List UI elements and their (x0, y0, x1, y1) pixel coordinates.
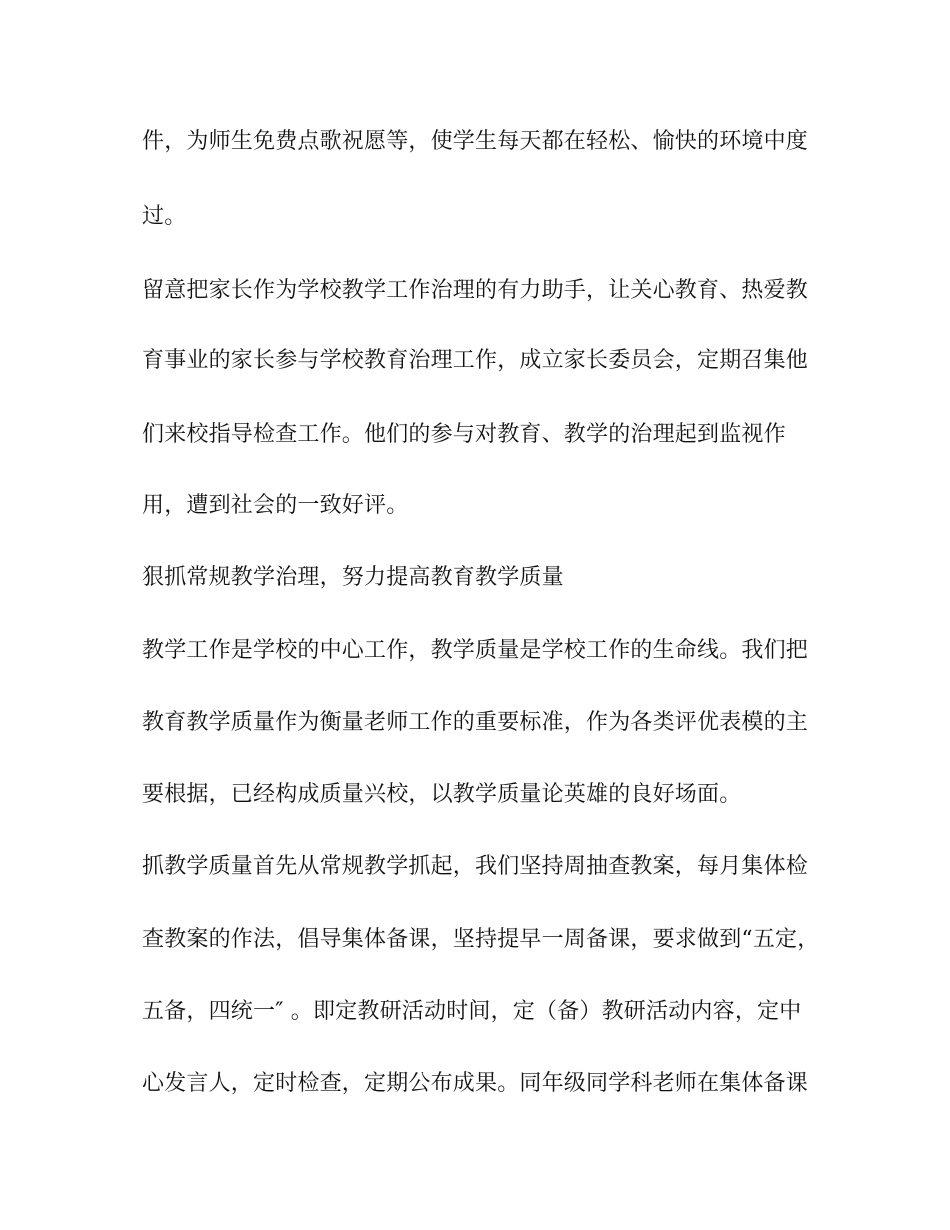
text-line: 抓教学质量首先从常规教学抓起，我们坚持周抽查教案，每月集体检 (142, 854, 809, 879)
text-line: 件，为师生免费点歌祝愿等，使学生每天都在轻松、愉快的环境中度 (142, 129, 809, 154)
text-line: 查教案的作法，倡导集体备课，坚持提早一周备课，要求做到“五定， (142, 927, 820, 952)
text-line: 教育教学质量作为衡量老师工作的重要标准，作为各类评优表模的主 (142, 710, 809, 735)
section-heading: 狠抓常规教学治理，努力提高教育教学质量 (142, 565, 564, 590)
text-line: 教学工作是学校的中心工作，教学质量是学校工作的生命线。我们把 (142, 638, 809, 663)
text-line: 育事业的家长参与学校教育治理工作，成立家长委员会，定期召集他 (142, 348, 809, 373)
text-line: 要根据，已经构成质量兴校，以教学质量论英雄的良好场面。 (142, 782, 742, 807)
text-line: 们来校指导检查工作。他们的参与对教育、教学的治理起到监视作 (142, 422, 786, 447)
text-line: 用，遭到社会的一致好评。 (142, 493, 409, 518)
text-line: 过。 (142, 204, 187, 229)
text-line: 留意把家长作为学校教学工作治理的有力助手，让关心教育、热爱教 (142, 278, 809, 303)
text-line: 五备，四统一″ 。即定教研活动时间，定（备）教研活动内容，定中 (142, 999, 802, 1024)
text-line: 心发言人，定时检查，定期公布成果。同年级同学科老师在集体备课 (142, 1071, 809, 1096)
